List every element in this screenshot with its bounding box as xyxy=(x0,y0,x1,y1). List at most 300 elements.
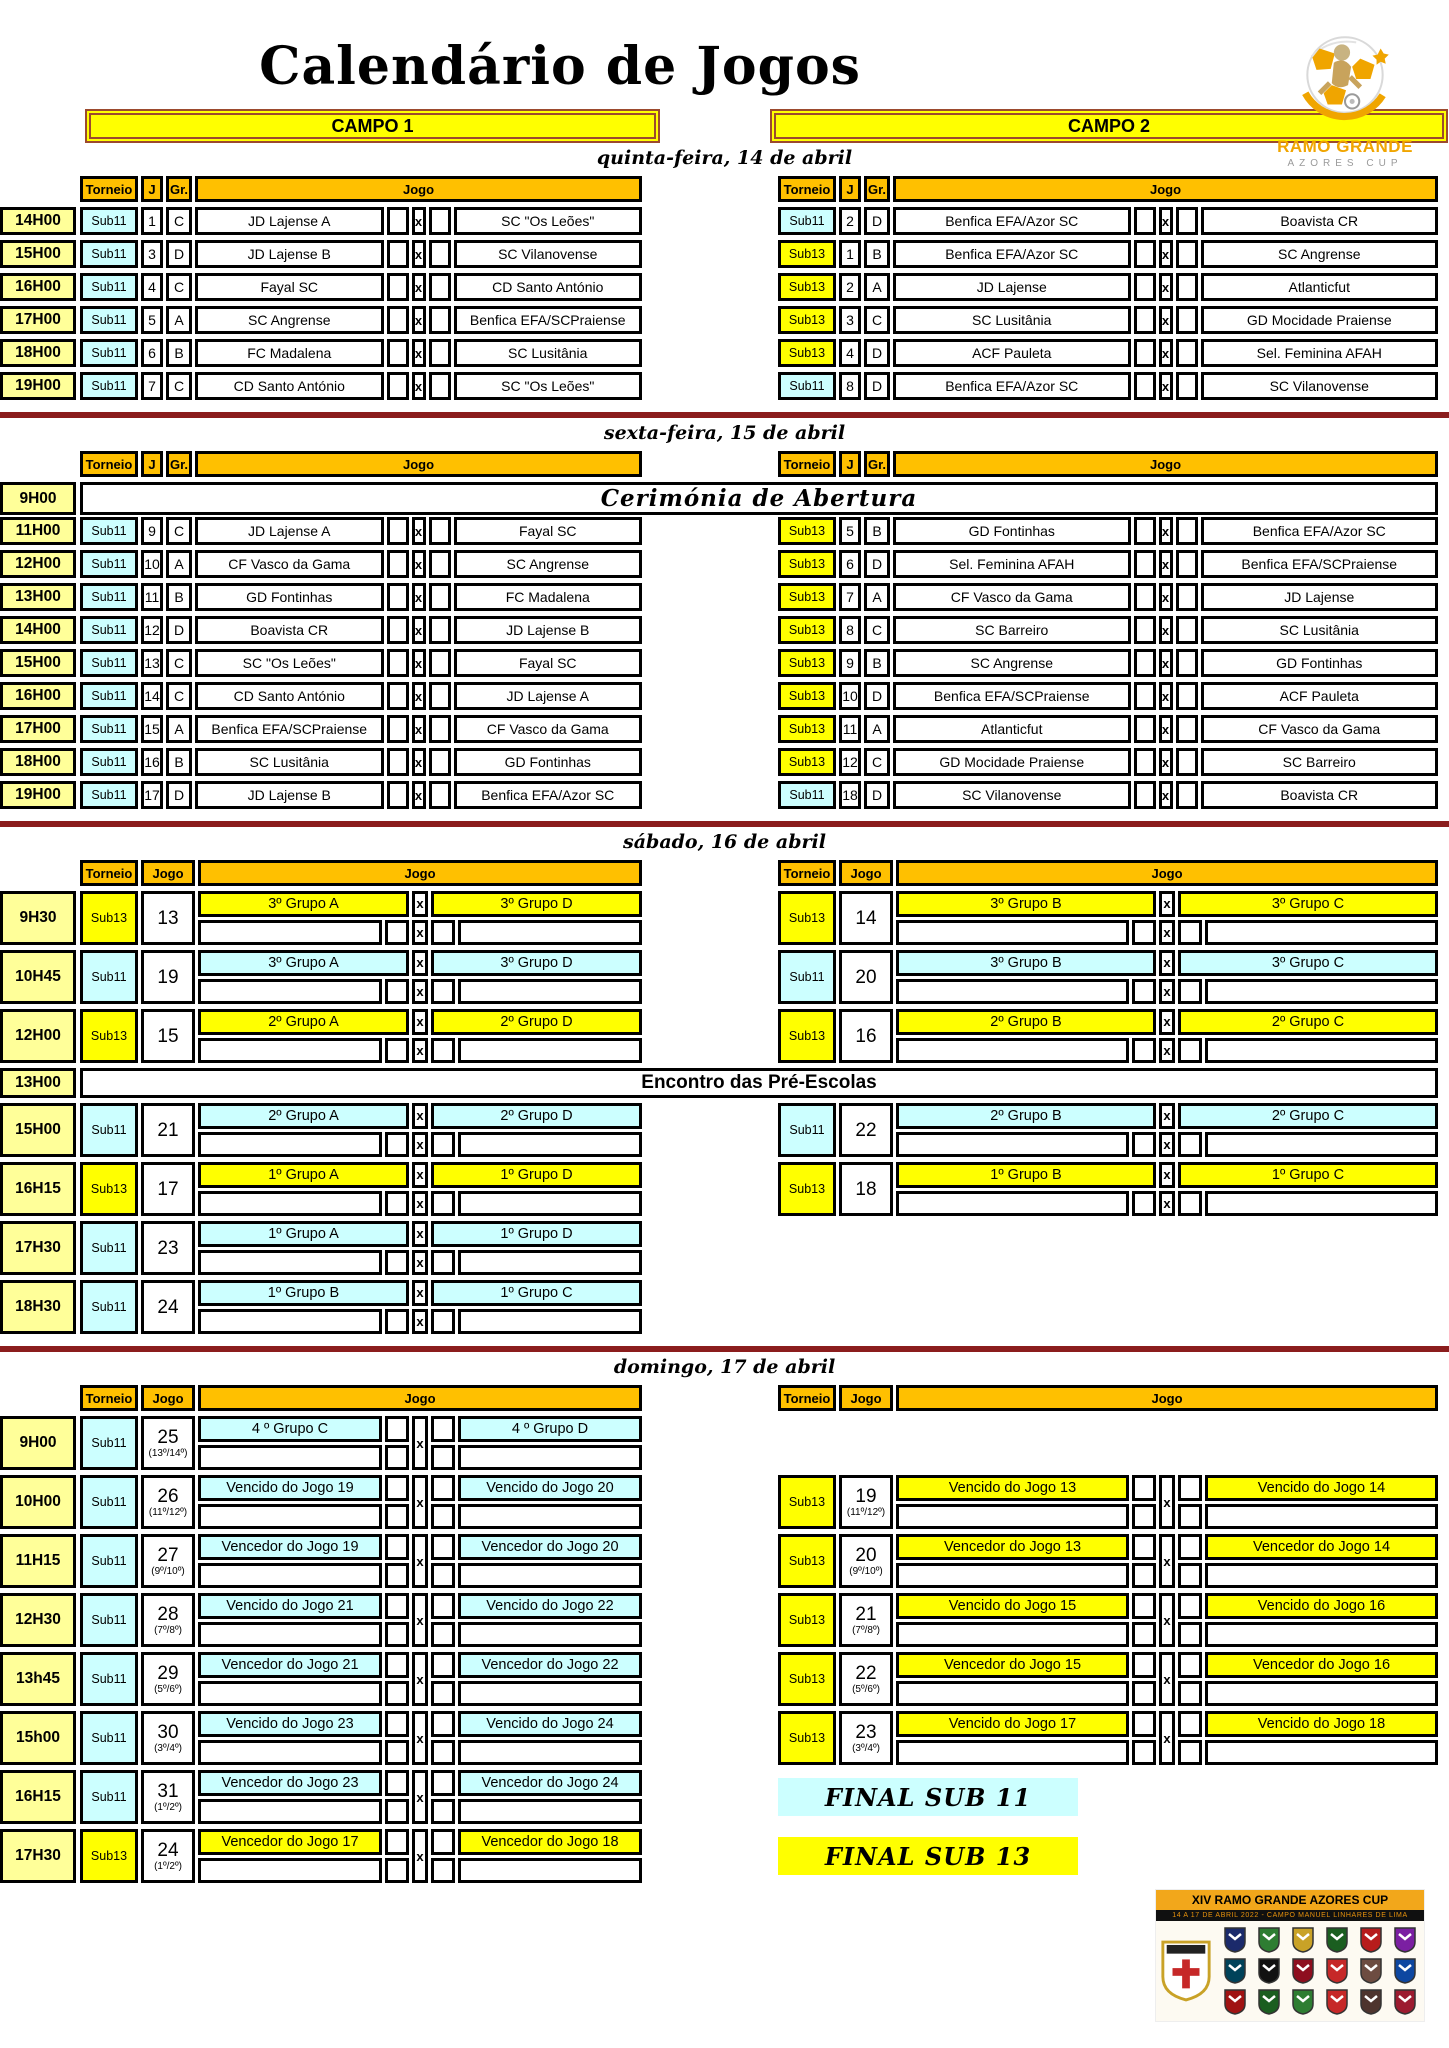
campo-match xyxy=(80,339,642,367)
torneio-cell: Sub13 xyxy=(778,715,836,743)
score-box xyxy=(429,339,451,367)
time-cell: 12H00 xyxy=(0,550,76,578)
match-block xyxy=(198,1711,642,1765)
away-team-cell: 3º Grupo C xyxy=(1178,950,1438,976)
schedule-row xyxy=(0,1103,1449,1157)
club-crest-icon xyxy=(1359,1957,1383,1985)
home-team-cell: SC Vilanovense xyxy=(893,781,1131,809)
score-box xyxy=(431,1799,455,1825)
away-team-cell: Vencedor do Jogo 24 xyxy=(458,1770,642,1796)
score-box xyxy=(429,306,451,334)
time-cell: 9H00 xyxy=(0,1416,76,1470)
versus-cell: x xyxy=(1159,950,1175,976)
match-block xyxy=(896,1103,1438,1157)
match-number-cell xyxy=(141,1221,195,1275)
match-number: 14 xyxy=(855,907,877,929)
versus-cell: x xyxy=(412,891,428,917)
torneio-cell: Sub13 xyxy=(778,1162,836,1216)
torneio-cell: Sub11 xyxy=(778,1103,836,1157)
versus-cell: x xyxy=(412,1309,428,1335)
score-box xyxy=(387,682,409,710)
torneio-cell: Sub13 xyxy=(778,583,836,611)
away-team-cell: GD Mocidade Praiense xyxy=(1201,306,1439,334)
score-box xyxy=(385,1681,409,1707)
torneio-cell: Sub11 xyxy=(80,583,138,611)
day-separator xyxy=(0,1346,1449,1352)
score-box xyxy=(429,682,451,710)
time-cell: 17H30 xyxy=(0,1221,76,1275)
match-number-cell: 5 xyxy=(839,517,861,545)
match-number-cell xyxy=(839,1475,893,1529)
score-box xyxy=(387,306,409,334)
schedule-row xyxy=(0,1711,1449,1765)
score-slot xyxy=(198,979,382,1005)
torneio-cell: Sub13 xyxy=(778,306,836,334)
score-box xyxy=(429,583,451,611)
time-cell: 13H00 xyxy=(0,583,76,611)
home-team-cell: SC "Os Leões" xyxy=(195,649,384,677)
score-box xyxy=(1134,240,1156,268)
score-box xyxy=(385,1622,409,1648)
score-box xyxy=(387,781,409,809)
match-block xyxy=(198,1829,642,1883)
schedule-row xyxy=(0,1534,1449,1588)
home-team-cell: CD Santo António xyxy=(195,372,384,400)
home-team-cell: Atlanticfut xyxy=(893,715,1131,743)
score-slot xyxy=(458,1250,642,1276)
versus-cell: x xyxy=(412,1103,428,1129)
j-header: J xyxy=(141,451,163,477)
group-cell: D xyxy=(166,240,192,268)
match-number-cell xyxy=(141,1280,195,1334)
versus-cell: x xyxy=(412,1191,428,1217)
away-team-cell: Benfica EFA/SCPraiense xyxy=(454,306,643,334)
score-box xyxy=(431,1475,455,1501)
time-cell: 17H00 xyxy=(0,715,76,743)
versus-cell: x xyxy=(412,1475,428,1529)
away-team-cell: 3º Grupo D xyxy=(431,950,642,976)
group-cell: B xyxy=(864,517,890,545)
score-box xyxy=(1134,306,1156,334)
score-box xyxy=(387,207,409,235)
home-team-cell: JD Lajense B xyxy=(195,781,384,809)
score-slot xyxy=(198,1740,382,1766)
score-box xyxy=(387,649,409,677)
campo-gap xyxy=(646,1475,774,1529)
group-cell: A xyxy=(166,715,192,743)
score-box xyxy=(1134,207,1156,235)
away-team-cell: SC "Os Leões" xyxy=(454,207,643,235)
score-box xyxy=(387,372,409,400)
match-number-cell xyxy=(839,1711,893,1765)
campo-gap xyxy=(646,715,774,743)
match-number: 13 xyxy=(157,907,179,929)
score-slot xyxy=(198,1309,382,1335)
match-block xyxy=(198,1534,642,1588)
score-box xyxy=(1132,1622,1156,1648)
score-slot xyxy=(1205,920,1438,946)
time-cell: 14H00 xyxy=(0,616,76,644)
campo-table-header xyxy=(80,451,642,477)
match-block xyxy=(198,1221,642,1275)
time-cell: 14H00 xyxy=(0,207,76,235)
match-number-cell xyxy=(141,950,195,1004)
score-slot xyxy=(198,920,382,946)
match-block xyxy=(198,1652,642,1706)
score-box xyxy=(431,979,455,1005)
torneio-cell: Sub11 xyxy=(80,616,138,644)
away-team-cell: 1º Grupo D xyxy=(431,1162,642,1188)
score-box xyxy=(1176,583,1198,611)
away-team-cell: CF Vasco da Gama xyxy=(454,715,643,743)
home-team-cell: Benfica EFA/Azor SC xyxy=(893,207,1131,235)
campo-match xyxy=(778,550,1438,578)
match-number: 20 xyxy=(855,966,877,988)
versus-cell: x xyxy=(412,920,428,946)
away-team-cell: Boavista CR xyxy=(1201,207,1439,235)
gr-header: Gr. xyxy=(166,451,192,477)
group-cell: D xyxy=(864,550,890,578)
schedule-row xyxy=(0,715,1449,743)
versus-cell: x xyxy=(1159,1475,1175,1529)
away-team-cell: FC Madalena xyxy=(454,583,643,611)
versus-cell: x xyxy=(412,950,428,976)
j-header: J xyxy=(839,451,861,477)
home-team-cell: CF Vasco da Gama xyxy=(195,550,384,578)
match-block xyxy=(198,1280,642,1334)
campo-gap xyxy=(646,1711,774,1765)
versus-cell: x xyxy=(1159,306,1173,334)
match-number-cell: 9 xyxy=(839,649,861,677)
torneio-cell: Sub13 xyxy=(778,240,836,268)
day-date: sexta-feira, 15 de abril xyxy=(603,422,846,444)
score-slot xyxy=(458,1740,642,1766)
score-box xyxy=(1178,1681,1202,1707)
score-box xyxy=(1132,1132,1156,1158)
match-number-cell: 14 xyxy=(141,682,163,710)
soccer-ball-kid-icon xyxy=(1289,26,1401,132)
club-crest-icon xyxy=(1223,1988,1247,2016)
campo-match xyxy=(778,306,1438,334)
placement-label: (13º/14º) xyxy=(148,1447,188,1459)
group-cell: B xyxy=(166,583,192,611)
campo-match xyxy=(80,1711,642,1765)
score-box xyxy=(431,1445,455,1471)
tournament-logo xyxy=(1265,26,1425,169)
time-cell: 15H00 xyxy=(0,240,76,268)
score-box xyxy=(385,920,409,946)
club-crest-icon xyxy=(1325,1926,1349,1954)
placement-label: (5º/6º) xyxy=(154,1683,182,1695)
torneio-cell: Sub13 xyxy=(778,273,836,301)
logo-title: RAMO GRANDE xyxy=(1277,137,1413,156)
home-team-cell: 1º Grupo B xyxy=(896,1162,1156,1188)
versus-cell: x xyxy=(1159,339,1173,367)
gr-header: Gr. xyxy=(864,451,890,477)
home-team-cell: Vencedor do Jogo 15 xyxy=(896,1652,1129,1678)
score-slot xyxy=(458,1858,642,1884)
score-slot xyxy=(458,1038,642,1064)
score-box xyxy=(1176,781,1198,809)
gr-header: Gr. xyxy=(166,176,192,202)
match-number-cell xyxy=(141,1770,195,1824)
campo-gap xyxy=(646,1385,774,1411)
versus-cell: x xyxy=(1159,979,1175,1005)
score-slot xyxy=(198,1132,382,1158)
match-number-cell xyxy=(141,1416,195,1470)
campo-match xyxy=(778,781,1438,809)
score-box xyxy=(387,748,409,776)
campo-gap xyxy=(646,1280,774,1334)
score-box xyxy=(1176,682,1198,710)
score-slot xyxy=(458,1622,642,1648)
score-slot xyxy=(1205,1132,1438,1158)
score-box xyxy=(1132,1740,1156,1766)
campo-match xyxy=(80,1534,642,1588)
time-cell: 18H00 xyxy=(0,748,76,776)
score-box xyxy=(1178,1740,1202,1766)
campo-table-header xyxy=(80,1385,642,1411)
versus-cell: x xyxy=(412,517,426,545)
campo-gap xyxy=(646,240,774,268)
versus-cell: x xyxy=(1159,1191,1175,1217)
group-cell: C xyxy=(166,372,192,400)
match-number-cell: 4 xyxy=(141,273,163,301)
torneio-header: Torneio xyxy=(80,176,138,202)
score-box xyxy=(431,1622,455,1648)
versus-cell: x xyxy=(1159,748,1173,776)
score-box xyxy=(429,517,451,545)
away-team-cell: 1º Grupo C xyxy=(431,1280,642,1306)
away-team-cell: Benfica EFA/Azor SC xyxy=(454,781,643,809)
score-box xyxy=(1178,1132,1202,1158)
torneio-header: Torneio xyxy=(778,1385,836,1411)
score-box xyxy=(1178,1652,1202,1678)
campo-gap xyxy=(646,583,774,611)
time-cell: 11H00 xyxy=(0,517,76,545)
away-team-cell: Sel. Feminina AFAH xyxy=(1201,339,1439,367)
score-box xyxy=(1132,979,1156,1005)
home-team-cell: Benfica EFA/SCPraiense xyxy=(195,715,384,743)
away-team-cell: JD Lajense B xyxy=(454,616,643,644)
home-team-cell: CD Santo António xyxy=(195,682,384,710)
score-box xyxy=(385,1829,409,1855)
score-slot xyxy=(1205,1504,1438,1530)
torneio-cell: Sub11 xyxy=(80,682,138,710)
home-team-cell: GD Fontinhas xyxy=(893,517,1131,545)
placement-label: (3º/4º) xyxy=(852,1742,880,1754)
score-box xyxy=(1132,1652,1156,1678)
home-team-cell: Vencedor do Jogo 19 xyxy=(198,1534,382,1560)
score-box xyxy=(431,1681,455,1707)
versus-cell: x xyxy=(412,1711,428,1765)
away-team-cell: 3º Grupo D xyxy=(431,891,642,917)
home-team-cell: JD Lajense B xyxy=(195,240,384,268)
campo-gap xyxy=(646,273,774,301)
schedule-row xyxy=(0,1416,1449,1470)
away-team-cell: GD Fontinhas xyxy=(454,748,643,776)
score-box xyxy=(429,715,451,743)
score-box xyxy=(431,1563,455,1589)
match-number-cell xyxy=(141,891,195,945)
campo-match xyxy=(80,1593,642,1647)
home-team-cell: CF Vasco da Gama xyxy=(893,583,1131,611)
torneio-cell: Sub13 xyxy=(80,1009,138,1063)
campo-match xyxy=(778,715,1438,743)
score-box xyxy=(385,1563,409,1589)
jogo-header: Jogo xyxy=(893,176,1438,202)
away-team-cell: Vencedor do Jogo 22 xyxy=(458,1652,642,1678)
campo-gap xyxy=(646,860,774,886)
home-team-cell: 1º Grupo A xyxy=(198,1162,409,1188)
schedule-row xyxy=(0,583,1449,611)
score-box xyxy=(429,781,451,809)
score-box xyxy=(429,550,451,578)
schedule-row xyxy=(0,1221,1449,1275)
torneio-cell: Sub11 xyxy=(80,1652,138,1706)
score-box xyxy=(1132,1038,1156,1064)
j-header: J xyxy=(141,176,163,202)
score-slot xyxy=(198,1250,382,1276)
j-header: J xyxy=(839,176,861,202)
score-slot xyxy=(896,1191,1129,1217)
away-team-cell: Vencido do Jogo 18 xyxy=(1205,1711,1438,1737)
versus-cell: x xyxy=(412,1770,428,1824)
match-number-cell: 6 xyxy=(839,550,861,578)
home-team-cell: Vencido do Jogo 17 xyxy=(896,1711,1129,1737)
campo-gap xyxy=(646,207,774,235)
campo-match xyxy=(80,1475,642,1529)
campo-gap xyxy=(646,1534,774,1588)
match-number: 27 xyxy=(157,1544,179,1566)
collage-subtitle: 14 A 17 DE ABRIL 2022 - CAMPO MANUEL LINHARES DE LIMA xyxy=(1156,1910,1424,1921)
schedule-row xyxy=(0,616,1449,644)
time-cell: 12H00 xyxy=(0,1009,76,1063)
jogo-num-header: Jogo xyxy=(141,1385,195,1411)
versus-cell: x xyxy=(1159,1534,1175,1588)
versus-cell: x xyxy=(1159,616,1173,644)
campo-table-header xyxy=(80,176,642,202)
group-cell: C xyxy=(166,517,192,545)
versus-cell: x xyxy=(412,240,426,268)
group-cell: D xyxy=(166,616,192,644)
versus-cell: x xyxy=(412,550,426,578)
campo-table-header xyxy=(778,1385,1438,1411)
score-box xyxy=(385,1132,409,1158)
match-number-cell: 11 xyxy=(839,715,861,743)
versus-cell: x xyxy=(412,372,426,400)
campo-gap xyxy=(646,517,774,545)
torneio-cell: Sub11 xyxy=(80,1416,138,1470)
campo-gap xyxy=(646,306,774,334)
match-number: 23 xyxy=(157,1237,179,1259)
campo-gap xyxy=(646,748,774,776)
campo1-banner: CAMPO 1 xyxy=(85,109,660,143)
match-block xyxy=(198,1103,642,1157)
torneio-cell: Sub13 xyxy=(778,1593,836,1647)
score-box xyxy=(431,1740,455,1766)
score-box xyxy=(1176,550,1198,578)
campo-gap xyxy=(646,176,774,202)
schedule-row xyxy=(0,1068,1449,1098)
torneio-header: Torneio xyxy=(80,451,138,477)
match-number-cell: 8 xyxy=(839,372,861,400)
match-number-cell xyxy=(839,1534,893,1588)
match-number-cell xyxy=(839,1103,893,1157)
campo-match xyxy=(80,1009,642,1063)
score-slot xyxy=(198,1681,382,1707)
group-cell: D xyxy=(864,372,890,400)
final-slot xyxy=(778,1829,1438,1883)
match-number: 23 xyxy=(855,1721,877,1743)
score-slot xyxy=(896,1740,1129,1766)
campo-gap xyxy=(646,1416,774,1470)
score-box xyxy=(431,1652,455,1678)
time-cell: 16H15 xyxy=(0,1770,76,1824)
match-number: 28 xyxy=(157,1603,179,1625)
match-number-cell xyxy=(839,1009,893,1063)
jogo-num-header: Jogo xyxy=(839,860,893,886)
campo-gap xyxy=(646,1009,774,1063)
home-team-cell: ACF Pauleta xyxy=(893,339,1131,367)
score-box xyxy=(1176,748,1198,776)
match-number: 22 xyxy=(855,1662,877,1684)
torneio-cell: Sub11 xyxy=(80,1534,138,1588)
score-box xyxy=(431,1309,455,1335)
versus-cell: x xyxy=(1159,372,1173,400)
time-cell: 19H00 xyxy=(0,781,76,809)
match-number-cell xyxy=(141,1162,195,1216)
torneio-cell: Sub11 xyxy=(80,306,138,334)
campo-match xyxy=(80,715,642,743)
schedule-row xyxy=(0,372,1449,400)
score-box xyxy=(431,920,455,946)
campo-match xyxy=(778,273,1438,301)
campo-gap xyxy=(646,616,774,644)
placement-label: (11º/12º) xyxy=(148,1506,188,1518)
match-number: 21 xyxy=(157,1119,179,1141)
final-slot xyxy=(778,1770,1438,1824)
versus-cell: x xyxy=(412,715,426,743)
group-cell: D xyxy=(864,682,890,710)
campo-match xyxy=(778,1593,1438,1647)
time-cell: 16H15 xyxy=(0,1162,76,1216)
home-team-cell: 2º Grupo B xyxy=(896,1009,1156,1035)
versus-cell: x xyxy=(1159,1652,1175,1706)
score-box xyxy=(1134,583,1156,611)
versus-cell: x xyxy=(412,1038,428,1064)
club-crest-icon xyxy=(1393,1988,1417,2016)
torneio-cell: Sub11 xyxy=(80,1221,138,1275)
score-box xyxy=(1178,979,1202,1005)
campo-match xyxy=(778,1475,1438,1529)
score-box xyxy=(385,1593,409,1619)
match-number-cell: 4 xyxy=(839,339,861,367)
score-box xyxy=(1134,372,1156,400)
torneio-cell: Sub13 xyxy=(778,1009,836,1063)
jogo-header: Jogo xyxy=(195,176,642,202)
campo-match xyxy=(80,950,642,1004)
torneio-cell: Sub11 xyxy=(778,950,836,1004)
time-cell: 12H30 xyxy=(0,1593,76,1647)
score-box xyxy=(429,649,451,677)
campo-match xyxy=(80,1221,642,1275)
score-box xyxy=(431,1132,455,1158)
campo-match xyxy=(778,339,1438,367)
match-number-cell: 1 xyxy=(839,240,861,268)
day-section xyxy=(0,1346,1449,1883)
versus-cell: x xyxy=(412,306,426,334)
